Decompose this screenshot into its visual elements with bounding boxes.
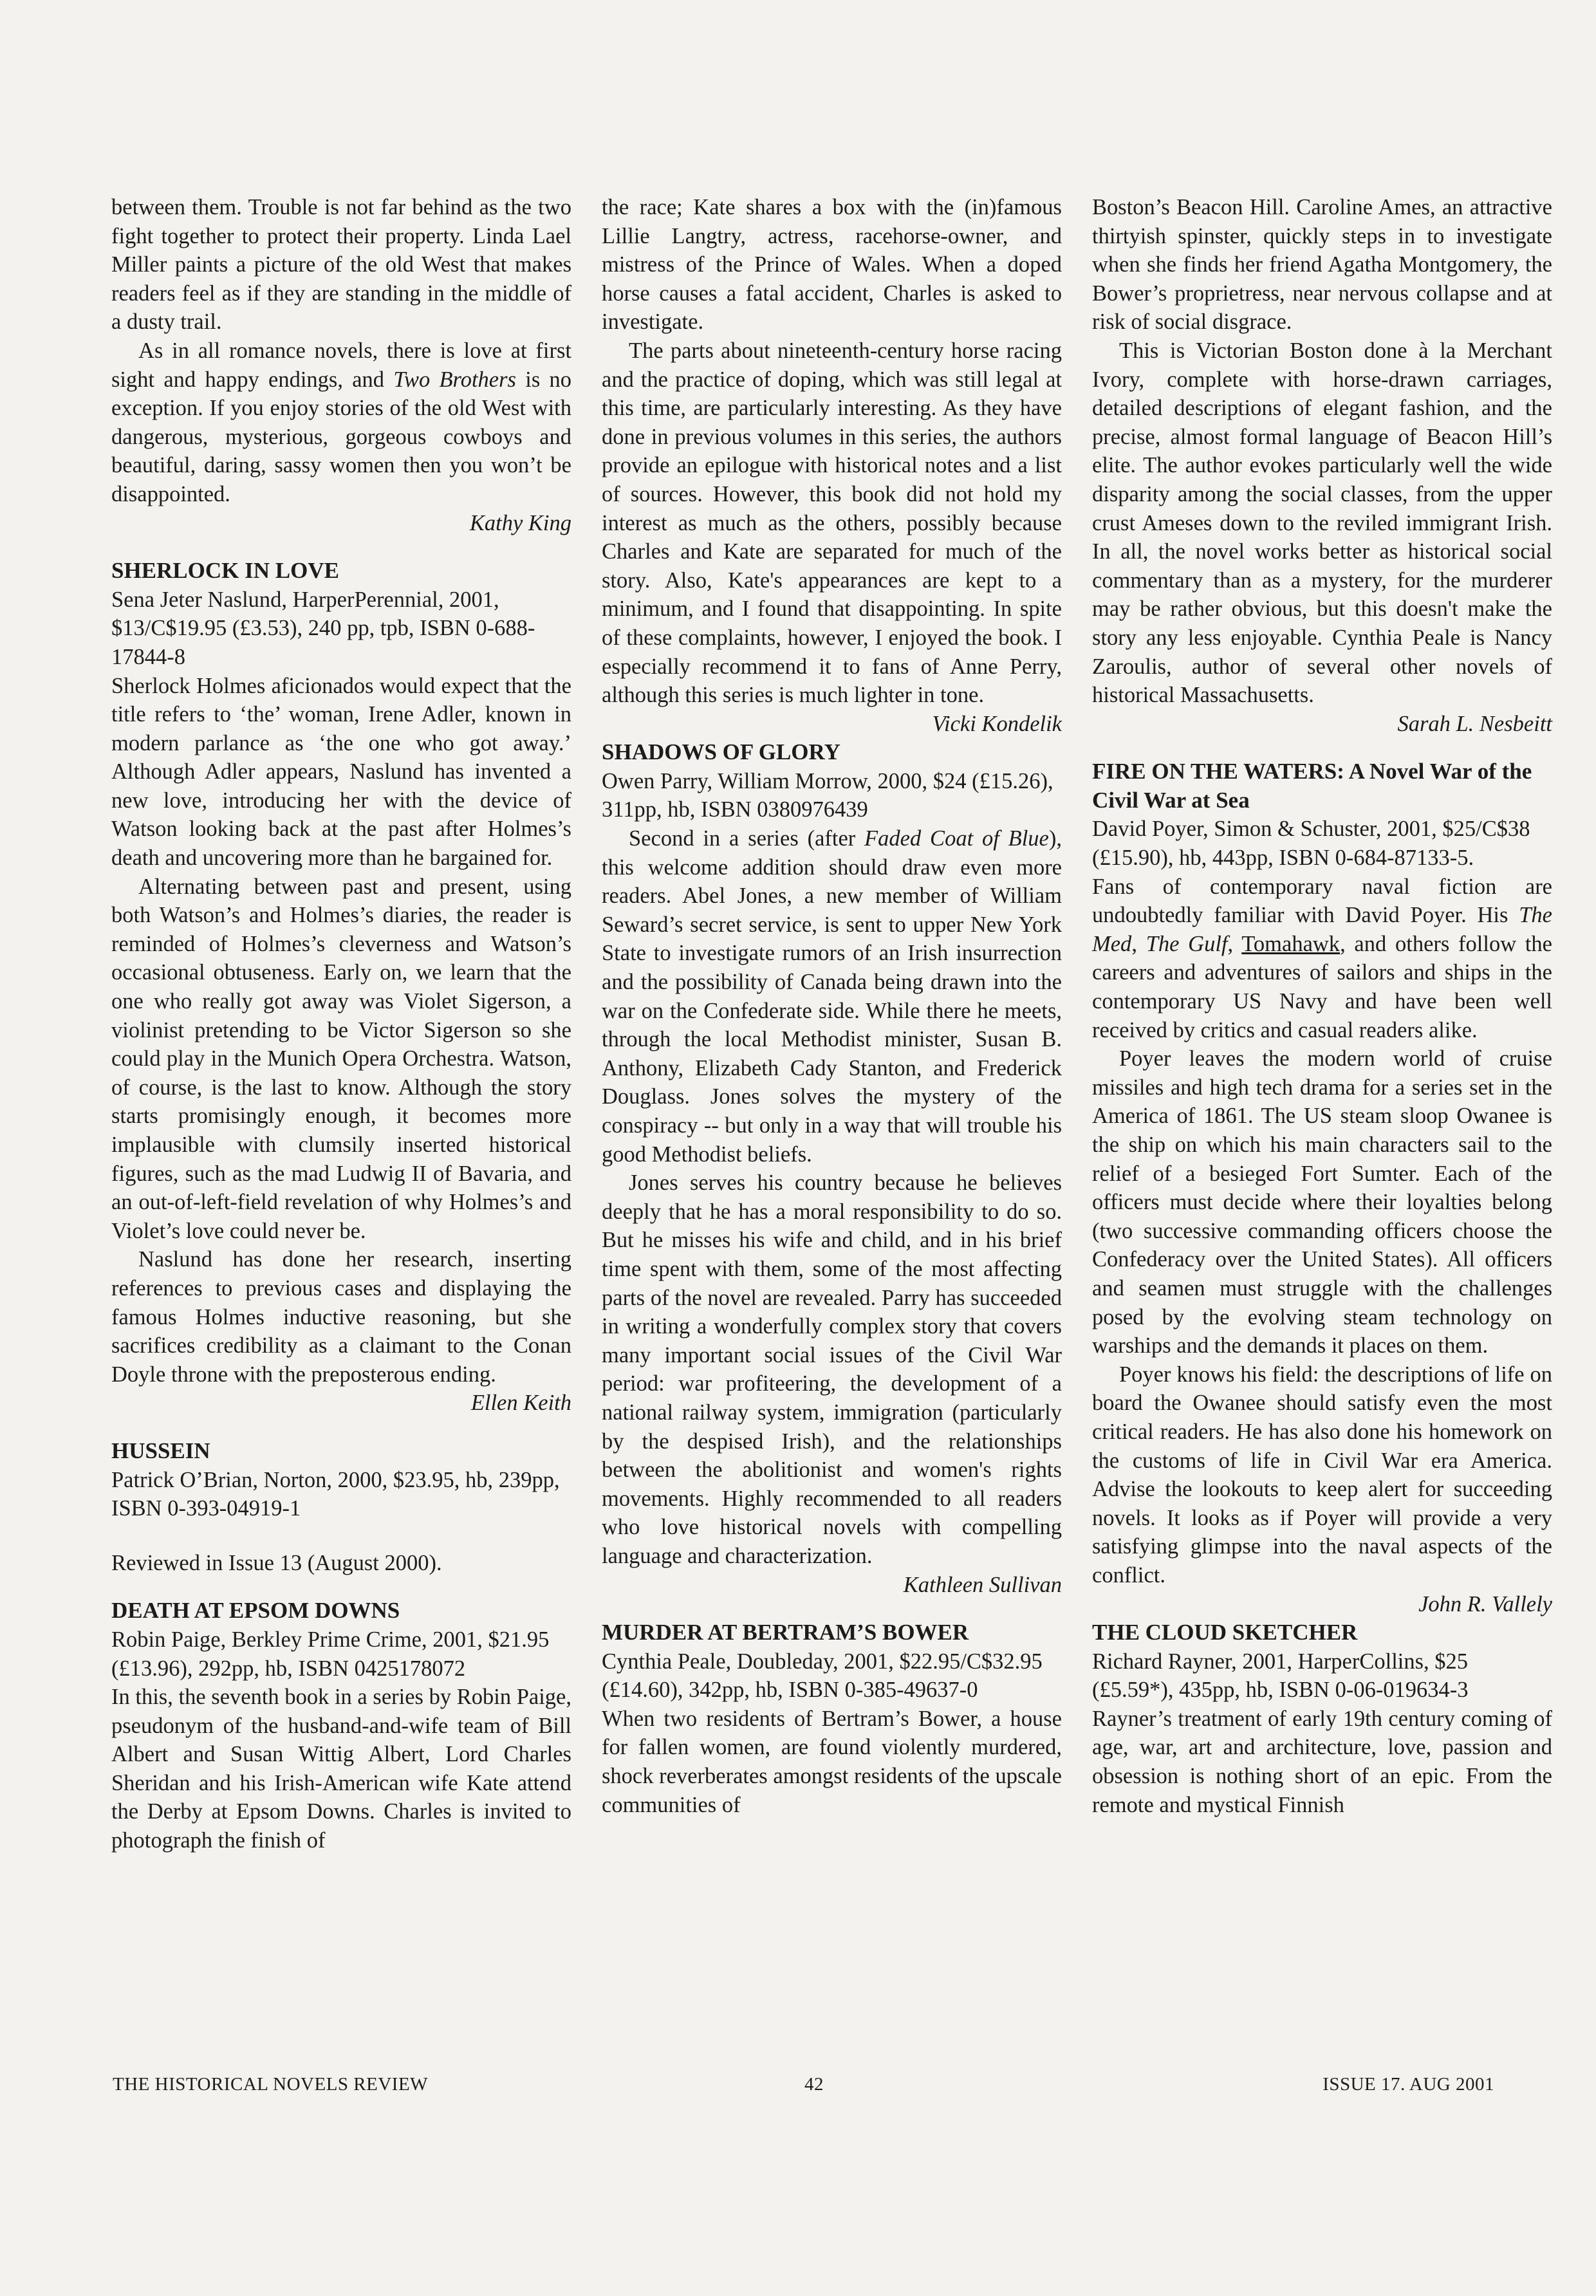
book-title-italic: Two Brothers: [393, 367, 516, 392]
book-info: Cynthia Peale, Doubleday, 2001, $22.95/C$32.95 (£14.60), 342pp, hb, ISBN 0-385-49637-0: [602, 1649, 1043, 1703]
review-paragraph: This is Victorian Boston done à la Merchant Ivory, complete with horse-drawn carriages, detailed descriptions of elegant fashion, and the precise, almost formal language of Beacon Hill’s elite. The author evokes particularly well the wide disparity among the social classes, from the upper crust Ameses down to the reviled immigrant Irish. In all, the novel works better as historical social commentary than as a mystery, for the murderer may be rather obvious, but this doesn't make the story any less enjoyable. Cynthia Peale is Nancy Zaroulis, author of several other novels of historical Massachusetts.: [1092, 338, 1552, 708]
review-paragraph: Alternating between past and present, using both Watson’s and Holmes’s diaries, the reader is reminded of Holmes’s cleverness and Watson’s occasional obtuseness. Early on, we learn that the one who really got away was Violet Sigerson, a violinist pretending to be Victor Sigerson so she could play in the Munich Opera Orchestra. Watson, of course, is the last to know. Although the story starts promisingly enough, it becomes more implausible with clumsily inserted historical figures, such as the mad Ludwig II of Bavaria, and an out-of-left-field revelation of why Holmes’s and Violet’s love could never be.: [111, 874, 571, 1243]
review-title: DEATH AT EPSOM DOWNS: [111, 1598, 400, 1624]
footer-issue: ISSUE 17. AUG 2001: [1322, 2074, 1494, 2095]
reviewer-name: Kathleen Sullivan: [903, 1572, 1062, 1597]
footer-publication-name: THE HISTORICAL NOVELS REVIEW: [113, 2074, 429, 2095]
reviewer-name: Kathy King: [469, 510, 571, 535]
review-title: MURDER AT BERTRAM’S BOWER: [602, 1620, 969, 1645]
review-paragraph: When two residents of Bertram’s Bower, a house for fallen women, are found violently murdered, shock reverberates amongst residents of the upscale communities of: [602, 1706, 1062, 1817]
review-title: SHADOWS OF GLORY: [602, 739, 840, 765]
review-title: SHERLOCK IN LOVE: [111, 558, 339, 584]
reviewer-name: Sarah L. Nesbeitt: [1397, 711, 1552, 736]
review-title: HUSSEIN: [111, 1438, 210, 1463]
book-info: Robin Paige, Berkley Prime Crime, 2001, $21.95 (£13.96), 292pp, hb, ISBN 0425178072: [111, 1627, 550, 1681]
spacer: [111, 1523, 571, 1549]
book-title-italic: The Gulf: [1146, 931, 1228, 956]
column-right: [1092, 193, 1552, 1819]
reviewer-name: John R. Vallely: [1418, 1591, 1552, 1616]
book-title-italic: The Med: [1092, 903, 1552, 956]
book-info: Richard Rayner, 2001, HarperCollins, $25 (£5.59*), 435pp, hb, ISBN 0-06-019634-3: [1092, 1649, 1469, 1703]
book-info: David Poyer, Simon & Schuster, 2001, $25/C$38 (£15.90), hb, 443pp, ISBN 0-684-87133-5.: [1092, 817, 1530, 871]
book-info: Sena Jeter Naslund, HarperPerennial, 2001, $13/C$19.95 (£3.53), 240 pp, tpb, ISBN 0-688-17844-8: [111, 587, 535, 669]
review-paragraph: Naslund has done her research, inserting references to previous cases and displaying the famous Holmes inductive reasoning, but she sacrifices credibility as a claimant to the Conan Doyle throne with the preposterous ending.: [111, 1247, 571, 1387]
book-title-italic: Faded Coat of Blue: [864, 826, 1049, 851]
review-paragraph: Second in a series (after Faded Coat of Blue), this welcome addition should draw even more readers. Abel Jones, a new member of William Seward’s secret service, is sent to upper New York State to investigate rumors of an Irish insurrection and the possibility of Canada being drawn into the war on the Confederate side. While there he meets, through the local Methodist minister, Susan B. Anthony, Elizabeth Cady Stanton, and Frederick Douglass. Jones solves the mystery of the conspiracy -- but only in a way that will trouble his good Methodist beliefs.: [602, 826, 1062, 1167]
review-paragraph: In this, the seventh book in a series by Robin Paige, pseudonym of the husband-and-wife team of Bill Albert and Susan Wittig Albert, Lord Charles Sheridan and his Irish-American wife Kate attend the Derby at Epsom Downs. Charles is invited to photograph the finish of: [111, 1685, 571, 1853]
footer-page-number: 42: [804, 2074, 824, 2095]
review-paragraph: Poyer leaves the modern world of cruise missiles and high tech drama for a series set in the America of 1861. The US steam sloop Owanee is the ship on which his main characters sail to the relief of a besieged Fort Sumter. Each of the officers must decide where their loyalties belong (two successive commanding officers choose the Confederacy over the United States). All officers and seamen must struggle with the challenges posed by the evolving steam technology on warships and the demands it places on them.: [1092, 1046, 1552, 1358]
review-paragraph: The parts about nineteenth-century horse racing and the practice of doping, which was still legal at this time, are particularly interesting. As they have done in previous volumes in this series, the authors provide an epilogue with historical notes and a list of sources. However, this book did not hold my interest as much as the others, possibly because Charles and Kate are separated for much of the story. Also, Kate's appearances are kept to a minimum, and I found that disappointing. In spite of these complaints, however, I enjoyed the book. I especially recommend it to fans of Anne Perry, although this series is much lighter in tone.: [602, 338, 1062, 708]
review-continued-paragraph: the race; Kate shares a box with the (in)famous Lillie Langtry, actress, racehorse-owner, and mistress of the Prince of Wales. When a doped horse causes a fatal accident, Charles is asked to investigate.: [602, 195, 1062, 335]
review-paragraph: Rayner’s treatment of early 19th century coming of age, war, art and architecture, love, passion and obsession is nothing short of an epic. From the remote and mystical Finnish: [1092, 1706, 1552, 1817]
book-info: Owen Parry, William Morrow, 2000, $24 (£15.26), 311pp, hb, ISBN 0380976439: [602, 768, 1053, 822]
review-continued-paragraph: Boston’s Beacon Hill. Caroline Ames, an attractive thirtyish spinster, quickly steps in to investigate when she finds her friend Agatha Montgomery, the Bower’s proprietress, near nervous collapse and at risk of social disgrace.: [1092, 195, 1552, 335]
review-title: FIRE ON THE WATERS: A Novel War of the Civil War at Sea: [1092, 759, 1532, 813]
column-left: [111, 193, 571, 1855]
review-note: Reviewed in Issue 13 (August 2000).: [111, 1550, 442, 1575]
reviewer-name: Ellen Keith: [470, 1391, 571, 1416]
review-paragraph: As in all romance novels, there is love at first sight and happy endings, and Two Brothers is no exception. If you enjoy stories of the old West with dangerous, mysterious, gorgeous cowboys and beautiful, daring, sassy women then you won’t be disappointed.: [111, 338, 572, 506]
book-info: Patrick O’Brian, Norton, 2000, $23.95, hb, 239pp, ISBN 0-393-04919-1: [111, 1467, 560, 1521]
review-paragraph: Poyer knows his field: the descriptions of life on board the Owanee should satisfy even the most critical readers. He has also done his homework on the customs of life in Civil War era America. Advise the lookouts to keep alert for succeeding novels. It looks as if Poyer will provide a very satisfying glimpse into the naval aspects of the conflict.: [1092, 1362, 1552, 1588]
book-title-underlined: Tomahawk: [1241, 931, 1341, 956]
review-paragraph: Fans of contemporary naval fiction are undoubtedly familiar with David Poyer. His The Med, The Gulf, Tomahawk, and others follow the careers and adventures of sailors and ships in the contemporary US Navy and have been well received by critics and casual readers alike.: [1092, 874, 1552, 1042]
review-paragraph: Sherlock Holmes aficionados would expect that the title refers to ‘the’ woman, Irene Adler, known in modern parlance as ‘the one who got away.’ Although Adler appears, Naslund has invented a new love, introducing her with the device of Watson looking back at the past after Holmes’s death and uncovering more than he bargained for.: [111, 673, 571, 871]
reviewer-name: Vicki Kondelik: [932, 711, 1062, 736]
review-continued-paragraph: between them. Trouble is not far behind as the two fight together to protect their property. Linda Lael Miller paints a picture of the old West that makes readers feel as if they are standing in the middle of a dusty trail.: [111, 195, 571, 335]
column-middle: [602, 193, 1062, 1819]
review-title: THE CLOUD SKETCHER: [1092, 1620, 1358, 1645]
review-paragraph: Jones serves his country because he believes deeply that he has a moral responsibility to do so. But he misses his wife and child, and in his brief time spent with them, some of the most affecting parts of the novel are revealed. Parry has succeeded in writing a wonderfully complex story that covers many important social issues of the Civil War period: war profiteering, the development of a national railway system, immigration (particularly by the despised Irish), and the relationships between the abolitionist and women's rights movements. Highly recommended to all readers who love historical novels with compelling language and characterization.: [602, 1171, 1062, 1568]
